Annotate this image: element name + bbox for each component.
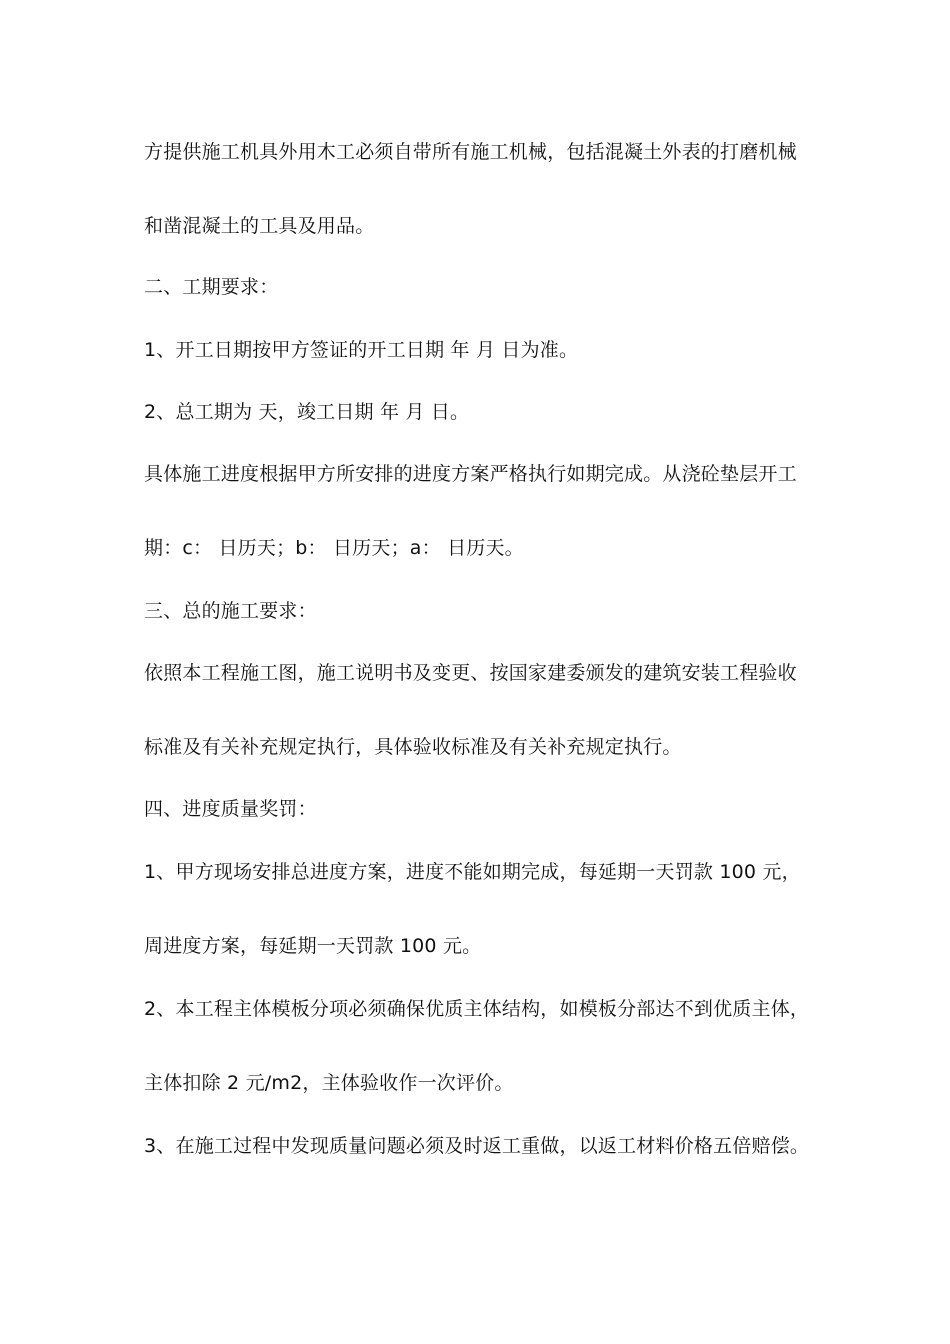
paragraph-line: 周进度方案，每延期一天罚款 100 元。 [144, 935, 482, 957]
list-item: 2、本工程主体模板分项必须确保优质主体结构，如模板分部达不到优质主体， [144, 998, 810, 1020]
paragraph-line: 期：c： 日历天；b： 日历天；a： 日历天。 [144, 537, 524, 559]
list-item: 1、开工日期按甲方签证的开工日期 年 月 日为准。 [144, 339, 579, 361]
paragraph-line: 主体扣除 2 元/m2，主体验收作一次评价。 [144, 1072, 514, 1094]
list-item: 3、在施工过程中发现质量问题必须及时返工重做，以返工材料价格五倍赔偿。 [144, 1135, 810, 1157]
section-heading: 四、进度质量奖罚： [144, 798, 317, 820]
section-heading: 三、总的施工要求： [144, 600, 317, 622]
paragraph-line: 具体施工进度根据甲方所安排的进度方案严格执行如期完成。从浇砼垫层开工 [144, 463, 797, 485]
section-heading: 二、工期要求： [144, 276, 279, 298]
paragraph-line: 标准及有关补充规定执行，具体验收标准及有关补充规定执行。 [144, 736, 682, 758]
list-item: 2、总工期为 天，竣工日期 年 月 日。 [144, 401, 470, 423]
list-item: 1、甲方现场安排总进度方案，进度不能如期完成，每延期一天罚款 100 元， [144, 861, 801, 883]
paragraph-line: 依照本工程施工图，施工说明书及变更、按国家建委颁发的建筑安装工程验收 [144, 662, 797, 684]
paragraph-line: 和凿混凝土的工具及用品。 [144, 215, 375, 237]
paragraph-line: 方提供施工机具外用木工必须自带所有施工机械，包括混凝土外表的打磨机械 [144, 141, 797, 163]
